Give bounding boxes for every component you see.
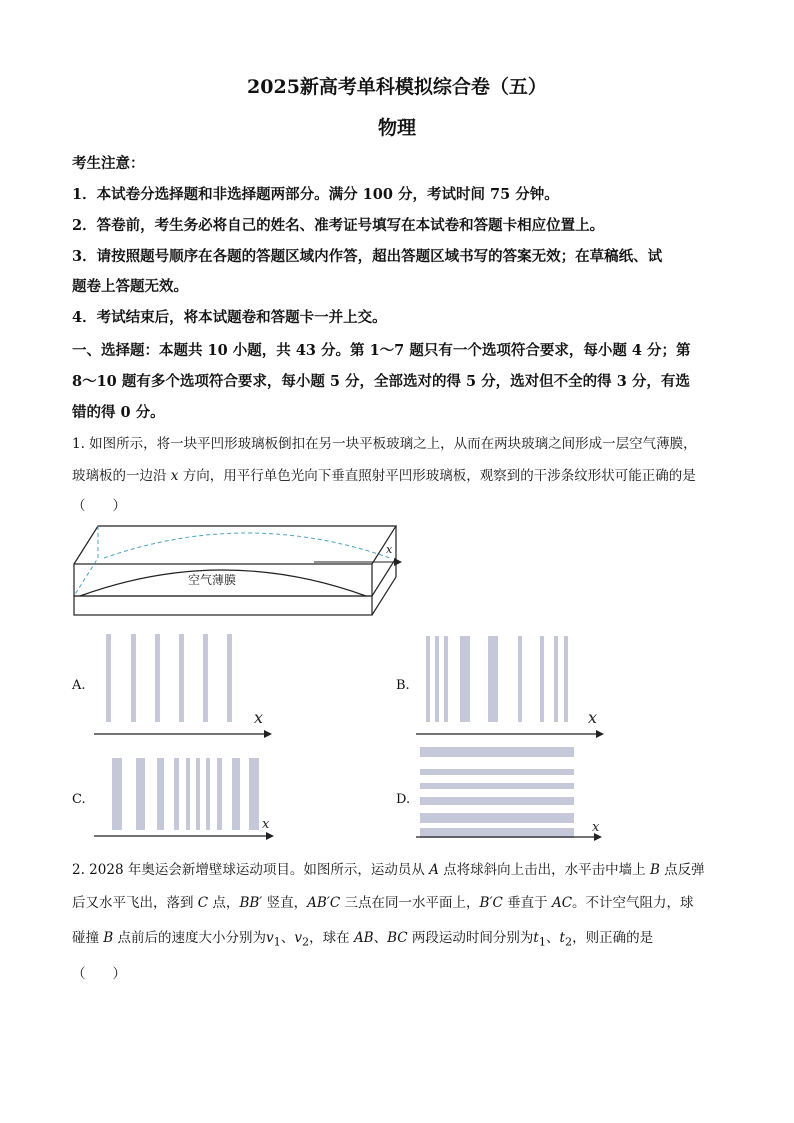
fringe-bar bbox=[106, 634, 111, 722]
fringe-bar bbox=[232, 758, 240, 830]
page-title: 2025新高考单科模拟综合卷（五） bbox=[247, 76, 547, 98]
notes-heading: 考生注意： bbox=[72, 155, 145, 172]
fringe-bar bbox=[554, 636, 558, 722]
section-instructions-2: 8～10 题有多个选项符合要求，每小题 5 分，全部选对的得 5 分，选对但不全的得 3 分，有选 bbox=[72, 373, 690, 390]
option-b-label[interactable]: B. bbox=[396, 678, 410, 693]
fringe-bar bbox=[112, 758, 122, 830]
option-d-fringes[interactable] bbox=[414, 745, 614, 845]
svg-text:x: x bbox=[588, 708, 598, 727]
option-c-fringes[interactable] bbox=[92, 752, 282, 844]
fringe-bar bbox=[435, 636, 439, 722]
fringe-bar bbox=[227, 634, 232, 722]
section-instructions-3: 错的得 0 分。 bbox=[72, 404, 165, 421]
fringe-bar bbox=[426, 636, 430, 722]
note-item-1: 1．本试卷分选择题和非选择题两部分。满分 100 分，考试时间 75 分钟。 bbox=[72, 186, 559, 203]
fringe-bar bbox=[518, 636, 522, 722]
option-d-label[interactable]: D. bbox=[396, 792, 411, 807]
fringe-bar bbox=[540, 636, 544, 722]
svg-text:x: x bbox=[592, 820, 600, 835]
fringe-bar bbox=[179, 634, 184, 722]
option-a-label[interactable]: A. bbox=[72, 678, 86, 693]
q2-stem-line3: 碰撞 B 点前后的速度大小分别为$v_1$、$v_2$，球在 AB、BC 两段运动时间分别为$t_1$、$t_2$，则正确的是 bbox=[72, 930, 654, 949]
q1-stem-line2: 玻璃板的一边沿 x 方向，用平行单色光向下垂直照射平凹形玻璃板，观察到的干涉条纹形状可能正确的是 bbox=[72, 468, 696, 484]
section-instructions-1: 一、选择题：本题共 10 小题，共 43 分。第 1～7 题只有一个选项符合要求，每小题 4 分；第 bbox=[72, 342, 691, 359]
note-item-3-cont: 题卷上答题无效。 bbox=[72, 278, 188, 295]
q1-figure-x-axis bbox=[310, 538, 410, 574]
fringe-bar bbox=[203, 634, 208, 722]
fringe-bar bbox=[196, 758, 200, 830]
fringe-bar bbox=[488, 636, 498, 722]
fringe-bar bbox=[564, 636, 568, 722]
note-item-2: 2．答卷前，考生务必将自己的姓名、准考证号填写在本试卷和答题卡相应位置上。 bbox=[72, 217, 605, 234]
fringe-bar bbox=[157, 758, 164, 830]
svg-text:x: x bbox=[262, 817, 270, 832]
bottom-plate bbox=[74, 596, 372, 615]
fringe-bar bbox=[420, 813, 574, 823]
fringe-bar bbox=[217, 758, 222, 830]
q1-answer-paren: （ ） bbox=[72, 498, 126, 514]
note-item-4: 4．考试结束后，将本试题卷和答题卡一并上交。 bbox=[72, 309, 387, 326]
fringe-bar bbox=[186, 758, 190, 830]
q2-stem-line1: 2. 2028 年奥运会新增壁球运动项目。如图所示，运动员从 A 点将球斜向上击出，水平击中墙上 B 点反弹 bbox=[72, 862, 705, 878]
option-c-label[interactable]: C. bbox=[72, 792, 86, 807]
fringe-bar bbox=[460, 636, 470, 722]
fringe-bar bbox=[420, 769, 574, 775]
option-b-fringes[interactable] bbox=[414, 630, 614, 740]
q2-answer-paren: （ ） bbox=[72, 966, 126, 982]
fringe-bar bbox=[444, 636, 448, 722]
fringe-bar bbox=[136, 758, 145, 830]
hidden-edge bbox=[74, 526, 98, 596]
fringe-bar bbox=[420, 797, 574, 805]
fringe-bar bbox=[206, 758, 210, 830]
option-a-fringes[interactable] bbox=[92, 630, 282, 740]
fringe-bar bbox=[420, 747, 574, 757]
air-film-label: 空气薄膜 bbox=[188, 573, 237, 587]
svg-text:x: x bbox=[254, 708, 264, 727]
fringe-bar bbox=[249, 758, 259, 830]
fringe-bar bbox=[155, 634, 160, 722]
q1-stem-line1: 1. 如图所示，将一块平凹形玻璃板倒扣在另一块平板玻璃之上，从而在两块玻璃之间形成一层空气薄膜， bbox=[72, 436, 697, 452]
note-item-3: 3．请按照题号顺序在各题的答题区域内作答，超出答题区域书写的答案无效；在草稿纸、试 bbox=[72, 248, 663, 265]
fringe-bar bbox=[420, 783, 574, 789]
fringe-bar bbox=[174, 758, 179, 830]
svg-text:x: x bbox=[386, 543, 393, 556]
q2-stem-line2: 后又水平飞出，落到 C 点，BB′ 竖直，AB′C 三点在同一水平面上，B′C 垂直于 AC。不计空气阻力，球 bbox=[72, 895, 694, 911]
fringe-bar bbox=[131, 634, 136, 722]
subject-title: 物理 bbox=[377, 117, 416, 139]
